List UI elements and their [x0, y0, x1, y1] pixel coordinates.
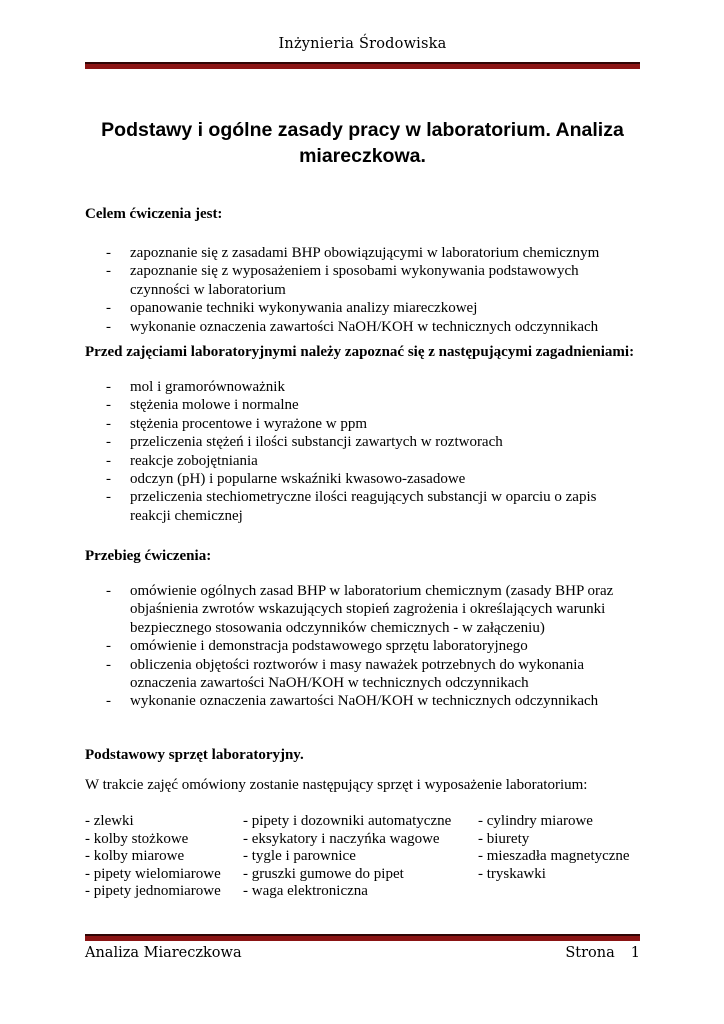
dash-marker: - — [106, 245, 111, 261]
list-item-text: mol i gramorównoważnik — [130, 379, 285, 395]
equipment-column-1 — [85, 813, 221, 901]
dash-marker: - — [106, 379, 111, 395]
list-item — [85, 470, 640, 488]
list-item-text: zapoznanie się z zasadami BHP obowiązującymi w laboratorium chemicznym — [130, 245, 600, 261]
list-item — [85, 656, 640, 693]
list-item-text: wykonanie oznaczenia zawartości NaOH/KOH w technicznych odczynnikach — [130, 318, 599, 335]
list-item — [85, 637, 640, 655]
list-item-text: przeliczenia stężeń i ilości substancji zawartych w roztworach — [130, 434, 503, 451]
equipment-item: - biurety — [478, 830, 530, 847]
equipment-item: - pipety wielomiarowe — [85, 865, 221, 882]
list-item — [85, 318, 640, 336]
title-line-1: Podstawy i ogólne zasady pracy w laboratorium. Analiza — [101, 119, 624, 141]
equipment-item: - cylindry miarowe — [478, 813, 593, 829]
section-heading-goal: Celem ćwiczenia jest: — [85, 206, 223, 222]
section-heading-equipment: Podstawowy sprzęt laboratoryjny. — [85, 747, 304, 763]
dash-marker: - — [106, 434, 111, 451]
list-item — [85, 488, 640, 525]
procedure-list — [85, 582, 640, 711]
dash-marker: - — [106, 489, 111, 506]
equipment-item: - tygle i parownice — [243, 848, 356, 865]
list-item-text: wykonanie oznaczenia zawartości NaOH/KOH w technicznych odczynnikach — [130, 693, 599, 710]
page-footer — [85, 945, 640, 961]
footer-page-label: Strona — [565, 945, 615, 961]
equipment-item: - kolby miarowe — [85, 848, 185, 865]
dash-marker: - — [106, 263, 111, 280]
list-item-text: opanowanie techniki wykonywania analizy miareczkowej — [130, 300, 478, 317]
list-item — [85, 396, 640, 414]
list-item — [85, 262, 640, 299]
equipment-item: - pipety jednomiarowe — [85, 883, 221, 900]
list-item-text: reakcje zobojętniania — [130, 452, 258, 469]
list-item — [85, 692, 640, 710]
list-item-text: stężenia procentowe i wyrażone w ppm — [130, 415, 367, 432]
dash-marker: - — [106, 397, 111, 414]
header-course-title: Inżynieria Środowiska — [278, 36, 447, 52]
footer-rule — [85, 934, 640, 941]
equipment-item: - eksykatory i naczyńka wagowe — [243, 830, 440, 847]
header-rule — [85, 62, 640, 69]
equipment-item: - pipety i dozowniki automatyczne — [243, 813, 452, 829]
list-item — [85, 244, 640, 262]
footer-page-indicator — [565, 945, 640, 961]
equipment-item: - mieszadła magnetyczne — [478, 848, 630, 865]
section-heading-procedure: Przebieg ćwiczenia: — [85, 548, 212, 564]
equipment-item: - gruszki gumowe do pipet — [243, 865, 404, 882]
title-line-2: miareczkowa. — [299, 145, 426, 167]
footer-document-name: Analiza Miareczkowa — [85, 945, 242, 961]
footer-page-number: 1 — [630, 945, 640, 961]
equipment-column-2 — [243, 813, 451, 901]
equipment-column-3 — [478, 813, 630, 883]
section-heading-prerequisites: Przed zajęciami laboratoryjnymi należy zapoznać się z następującymi zagadnieniami: — [85, 344, 635, 360]
dash-marker: - — [106, 583, 111, 599]
list-item — [85, 378, 640, 396]
list-item — [85, 299, 640, 317]
goal-list — [85, 244, 640, 336]
dash-marker: - — [106, 638, 111, 655]
list-item-text: obliczenia objętości roztworów i masy naważek potrzebnych do wykonania oznaczenia zawartości NaOH/KOH w technicznych odczynnikach — [130, 656, 585, 692]
dash-marker: - — [106, 471, 111, 488]
dash-marker: - — [106, 318, 111, 335]
list-item — [85, 415, 640, 433]
dash-marker: - — [106, 415, 111, 432]
list-item — [85, 433, 640, 451]
dash-marker: - — [106, 656, 111, 673]
list-item — [85, 452, 640, 470]
equipment-item: - zlewki — [85, 813, 134, 829]
list-item-text: przeliczenia stechiometryczne ilości reagujących substancji w oparciu o zapis reakcji chemicznej — [130, 489, 597, 524]
list-item — [85, 582, 640, 637]
dash-marker: - — [106, 300, 111, 317]
equipment-intro: W trakcie zajęć omówiony zostanie następujący sprzęt i wyposażenie laboratorium: — [85, 777, 588, 793]
equipment-item: - waga elektroniczna — [243, 883, 368, 900]
list-item-text: omówienie i demonstracja podstawowego sprzętu laboratoryjnego — [130, 638, 528, 655]
list-item-text: zapoznanie się z wyposażeniem i sposobami wykonywania podstawowych czynności w laboratorium — [130, 263, 579, 298]
document-title — [85, 117, 640, 169]
equipment-item: - kolby stożkowe — [85, 830, 189, 847]
list-item-text: odczyn (pH) i popularne wskaźniki kwasowo-zasadowe — [130, 471, 466, 488]
dash-marker: - — [106, 452, 111, 469]
list-item-text: stężenia molowe i normalne — [130, 397, 299, 414]
equipment-columns — [85, 813, 640, 905]
equipment-item: - tryskawki — [478, 865, 546, 882]
list-item-text: omówienie ogólnych zasad BHP w laboratorium chemicznym (zasady BHP oraz objaśnienia zwrotów wskazujących stopień zagrożenia i określających warunki bezpiecznego stosowania odczynników chemicznych - w załączeniu) — [130, 583, 614, 636]
prerequisites-list — [85, 378, 640, 525]
dash-marker: - — [106, 693, 111, 710]
